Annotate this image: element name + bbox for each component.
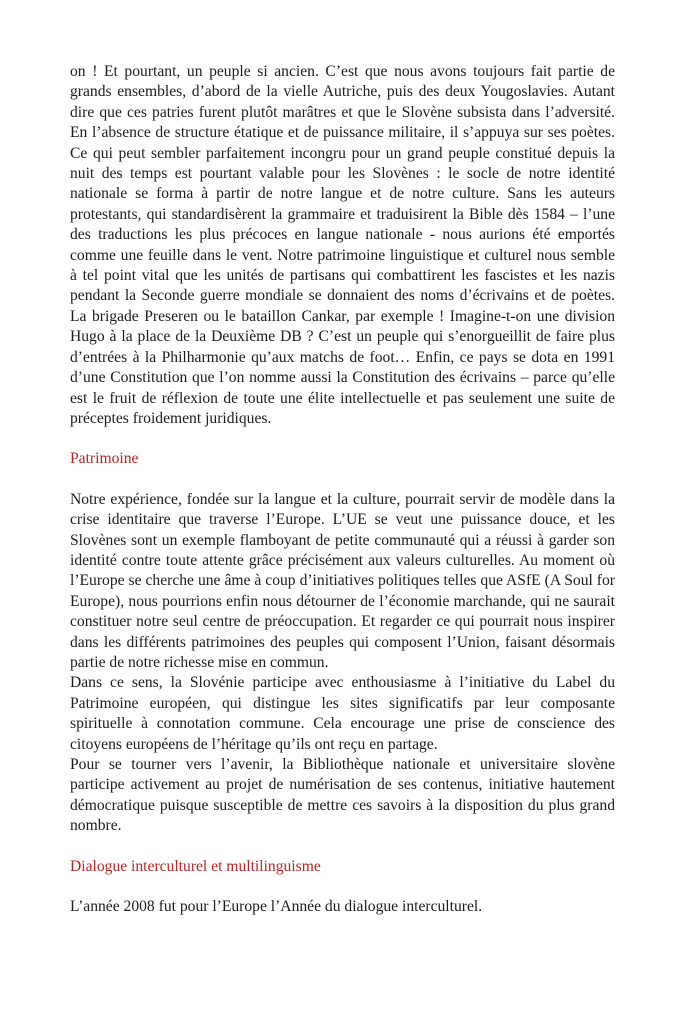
patrimoine-paragraph-3: Pour se tourner vers l’avenir, la Bibliothèque nationale et universitaire slovène participe activement au projet de numérisation de ses contenus, initiative hautement démocratique puisque susceptible de mettre ces savoirs à la disposition du plus grand nombre. <box>70 756 615 835</box>
section-heading-patrimoine: Patrimoine <box>70 450 139 468</box>
intro-paragraph: on ! Et pourtant, un peuple si ancien. C’est que nous avons toujours fait partie de grands ensembles, d’abord de la vielle Autriche, puis des deux Yougoslavies. Autant dire que ces patries furent plutôt marâtres et que le Slovène subsista dans l’adversité. En l’absence de structure étatique et de puissance militaire, il s’appuya sur ses poètes. Ce qui peut sembler parfaitement incongru pour un grand peuple constitué depuis la nuit des temps est pourtant valable pour les Slovènes : le socle de notre identité nationale se forma à partir de notre langue et de notre culture. Sans les auteurs protestants, qui standardisèrent la grammaire et traduisirent la Bible dès 1584 – l’une des traductions les plus précoces en langue nationale - nous aurions été emportés comme une feuille dans le vent. Notre patrimoine linguistique et culturel nous semble à tel point vital que les unités de partisans qui combattirent les fascistes et les nazis pendant la Seconde guerre mondiale se donnaient des noms d’écrivains et de poètes. La brigade Preseren ou le bataillon Cankar, par exemple ! Imagine-t-on une division Hugo à la place de la Deuxième DB ? C’est un peuple qui s’enorgueillit de faire plus d’entrées à la Philharmonie qu’aux matchs de foot… Enfin, ce pays se dota en 1991 d’une Constitution que l’on nomme aussi la Constitution des écrivains – parce qu’elle est le fruit de réflexion de toute une élite intellectuelle et pas seulement une suite de préceptes froidement juridiques. <box>70 63 615 427</box>
dialogue-paragraph: L’année 2008 fut pour l’Europe l’Année du dialogue interculturel. <box>70 898 483 916</box>
patrimoine-paragraph-2: Dans ce sens, la Slovénie participe avec enthousiasme à l’initiative du Label du Patrimoine européen, qui distingue les sites significatifs par leur composante spirituelle à connotation commune. Cela encourage une prise de conscience des citoyens européens de l’héritage qu’ils ont reçu en partage. <box>70 674 615 753</box>
spacer <box>70 429 615 449</box>
spacer <box>70 470 615 490</box>
spacer <box>70 837 615 857</box>
section-heading-dialogue: Dialogue interculturel et multilinguisme <box>70 857 321 875</box>
spacer <box>70 877 615 897</box>
patrimoine-paragraph-1: Notre expérience, fondée sur la langue et la culture, pourrait servir de modèle dans la crise identitaire que traverse l’Europe. L’UE se veut une puissance douce, et les Slovènes sont un exemple flamboyant de petite communauté qui a réussi à garder son identité contre toute attente grâce précisément aux valeurs culturelles. Au moment où l’Europe se cherche une âme à coup d’initiatives politiques telles que ASfE (A Soul for Europe), nous pourrions enfin nous détourner de l’économie marchande, qui ne saurait constituer notre seul centre de préoccupation. Et regarder ce qui pourrait nous inspirer dans les différents patrimoines des peuples qui composent l’Union, faisant désormais partie de notre richesse mise en commun. <box>70 490 615 671</box>
